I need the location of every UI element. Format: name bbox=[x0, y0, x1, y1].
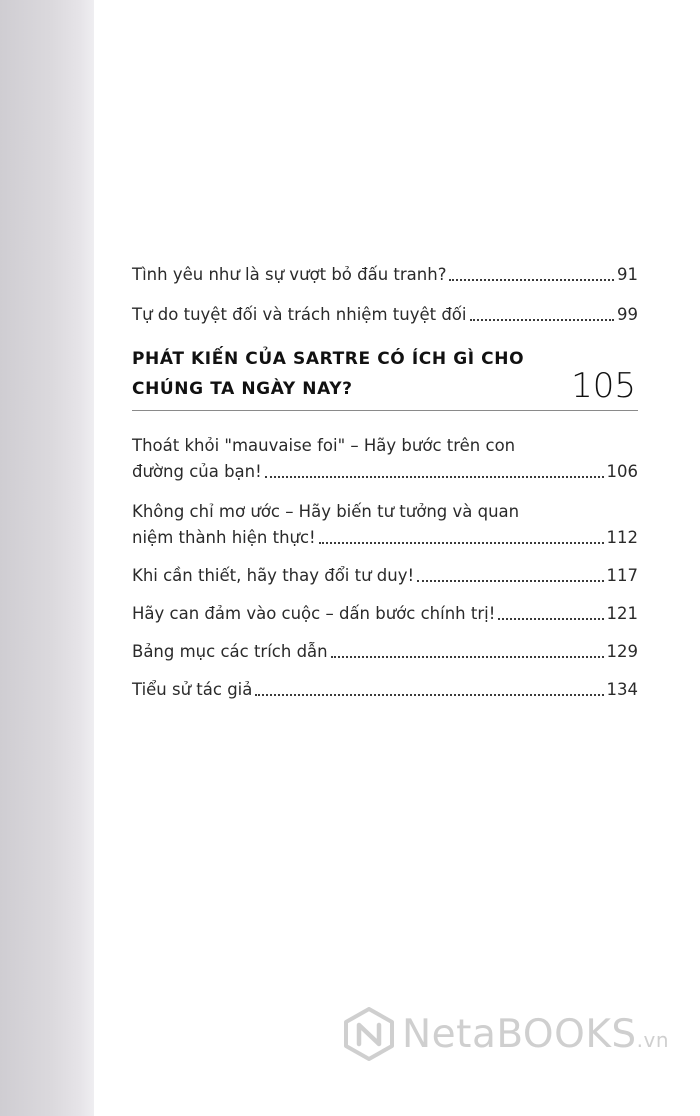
toc-section-heading bbox=[132, 344, 638, 411]
dot-leader bbox=[417, 579, 603, 582]
netabooks-watermark bbox=[342, 1004, 700, 1064]
toc-entry bbox=[132, 677, 638, 703]
toc-entry-title: Thoát khỏi "mauvaise foi" – Hãy bước trên con bbox=[132, 436, 516, 455]
dot-leader bbox=[255, 693, 603, 696]
toc-entry-page: 112 bbox=[606, 528, 638, 547]
toc-entry bbox=[132, 601, 638, 627]
toc-entry-page: 99 bbox=[617, 305, 638, 324]
toc-entry-page: 91 bbox=[617, 265, 638, 284]
toc-entry-page: 129 bbox=[606, 642, 638, 661]
toc-entry-title: Hãy can đảm vào cuộc – dấn bước chính trị! bbox=[132, 604, 496, 623]
toc-entry-page: 117 bbox=[606, 566, 638, 585]
toc-entry-title: Tiểu sử tác giả bbox=[132, 680, 253, 699]
netabooks-logo-icon bbox=[342, 1006, 396, 1062]
section-heading-line: CHÚNG TA NGÀY NAY? bbox=[132, 379, 353, 399]
toc-entry-page: 134 bbox=[606, 680, 638, 699]
toc-entry bbox=[132, 639, 638, 665]
dot-leader bbox=[498, 617, 603, 620]
toc-entry-title: Bảng mục các trích dẫn bbox=[132, 642, 328, 661]
toc-entry-page: 121 bbox=[606, 604, 638, 623]
toc-entry-title-continued: đường của bạn! bbox=[132, 462, 262, 481]
watermark-brand: NetaBOOKS bbox=[402, 1011, 637, 1057]
toc-entry-title: Không chỉ mơ ước – Hãy biến tư tưởng và quan bbox=[132, 502, 520, 521]
toc-entry bbox=[132, 499, 638, 551]
section-heading-line: PHÁT KIẾN CỦA SARTRE CÓ ÍCH GÌ CHO bbox=[132, 349, 525, 369]
dot-leader bbox=[470, 318, 615, 321]
watermark-text bbox=[402, 1012, 669, 1057]
toc-entry-title: Tình yêu như là sự vượt bỏ đấu tranh? bbox=[132, 265, 447, 284]
toc-entry bbox=[132, 262, 638, 288]
toc-entry-title: Tự do tuyệt đối và trách nhiệm tuyệt đối bbox=[132, 305, 467, 324]
watermark-suffix: .vn bbox=[636, 1027, 670, 1052]
dot-leader bbox=[319, 541, 604, 544]
dot-leader bbox=[449, 278, 614, 281]
book-spine-shadow bbox=[0, 0, 94, 1116]
toc-entry-title-continued: niệm thành hiện thực! bbox=[132, 528, 316, 547]
toc-entry bbox=[132, 563, 638, 589]
table-of-contents bbox=[132, 262, 638, 703]
section-page-number: 105 bbox=[571, 366, 636, 406]
toc-entry-title: Khi cần thiết, hãy thay đổi tư duy! bbox=[132, 566, 415, 585]
dot-leader bbox=[265, 475, 604, 478]
dot-leader bbox=[331, 655, 604, 658]
toc-entry-page: 106 bbox=[606, 462, 638, 481]
toc-entry bbox=[132, 433, 638, 485]
toc-entry bbox=[132, 302, 638, 328]
